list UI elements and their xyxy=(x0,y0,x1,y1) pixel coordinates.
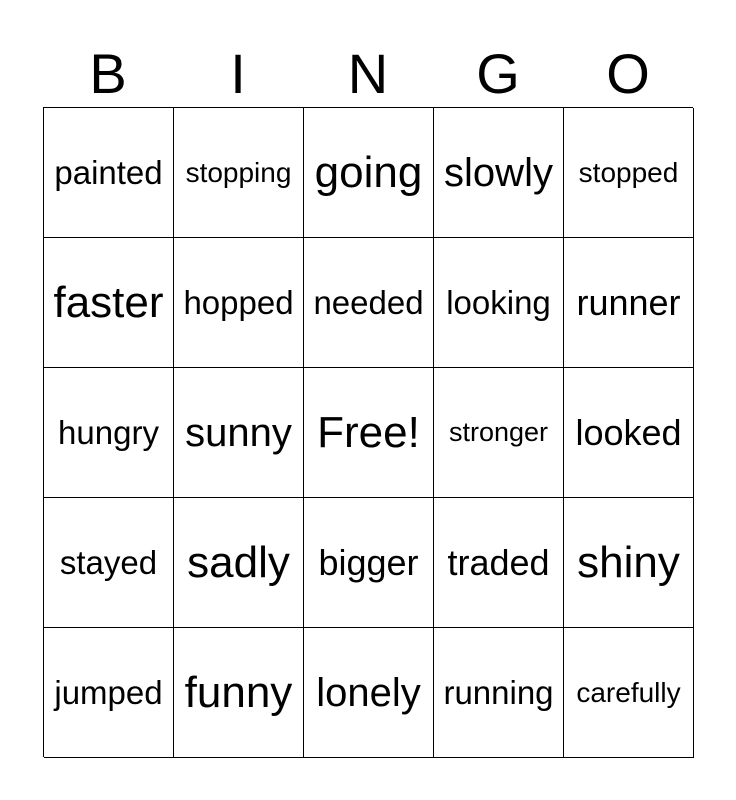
cell-word: runner xyxy=(576,281,681,323)
cell-word: sadly xyxy=(187,537,290,587)
cell-word: running xyxy=(443,674,554,711)
cell-word: carefully xyxy=(576,676,681,708)
bingo-cell[interactable] xyxy=(44,628,174,758)
cell-word: looked xyxy=(575,411,682,453)
cell-word: going xyxy=(314,147,423,197)
cell-word: stopped xyxy=(578,156,679,188)
bingo-cell[interactable] xyxy=(304,238,434,368)
cell-word: funny xyxy=(184,667,293,717)
bingo-cell[interactable] xyxy=(174,238,304,368)
cell-word: shiny xyxy=(577,537,680,587)
cell-word: faster xyxy=(53,277,164,327)
bingo-cell[interactable] xyxy=(174,368,304,498)
bingo-cell[interactable] xyxy=(434,238,564,368)
bingo-cell[interactable] xyxy=(44,498,174,628)
bingo-cell[interactable] xyxy=(434,368,564,498)
bingo-board xyxy=(43,107,693,757)
cell-word: looking xyxy=(446,284,551,321)
cell-word: sunny xyxy=(185,410,292,455)
cell-word: stayed xyxy=(59,544,158,581)
cell-word: hopped xyxy=(183,284,294,321)
cell-word: lonely xyxy=(316,670,421,715)
bingo-cell[interactable] xyxy=(174,628,304,758)
bingo-cell[interactable] xyxy=(44,238,174,368)
cell-word: slowly xyxy=(444,150,553,195)
bingo-cell[interactable] xyxy=(434,628,564,758)
header-letter-g: G xyxy=(476,42,520,105)
header-letter-o: O xyxy=(606,42,650,105)
bingo-cell[interactable] xyxy=(564,368,694,498)
cell-word: stopping xyxy=(185,156,292,188)
cell-word: needed xyxy=(313,284,424,321)
bingo-cell[interactable] xyxy=(304,108,434,238)
header-letter-n: N xyxy=(347,42,389,105)
cell-word: jumped xyxy=(54,674,163,711)
bingo-cell[interactable] xyxy=(564,498,694,628)
bingo-cell[interactable] xyxy=(174,108,304,238)
bingo-cell[interactable] xyxy=(434,498,564,628)
bingo-cell[interactable] xyxy=(304,498,434,628)
header-letter-b: B xyxy=(89,42,127,105)
bingo-cell[interactable] xyxy=(434,108,564,238)
bingo-header xyxy=(43,44,693,104)
bingo-cell[interactable] xyxy=(564,108,694,238)
header-letter-i: I xyxy=(230,42,246,105)
bingo-cell[interactable] xyxy=(44,108,174,238)
cell-word: painted xyxy=(54,154,163,191)
bingo-cell[interactable] xyxy=(564,238,694,368)
cell-word: hungry xyxy=(58,414,159,451)
cell-word: bigger xyxy=(318,541,419,583)
free-space-label: Free! xyxy=(317,407,420,457)
bingo-cell[interactable] xyxy=(174,498,304,628)
cell-word: traded xyxy=(447,541,550,583)
bingo-cell[interactable] xyxy=(44,368,174,498)
bingo-cell[interactable] xyxy=(304,628,434,758)
free-space-cell[interactable] xyxy=(304,368,434,498)
cell-word: stronger xyxy=(448,417,549,447)
bingo-cell[interactable] xyxy=(564,628,694,758)
